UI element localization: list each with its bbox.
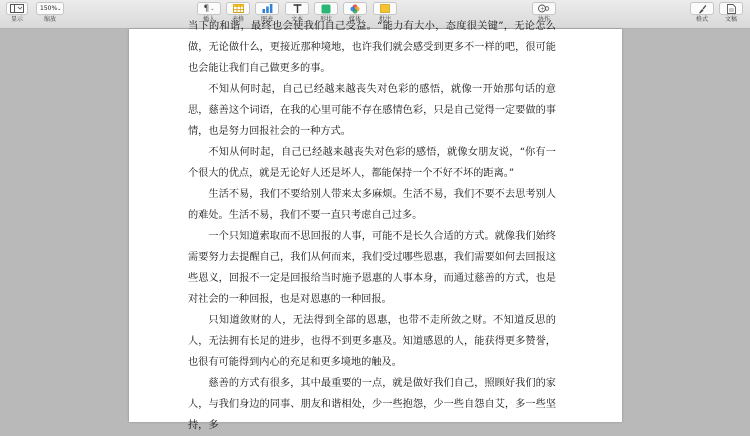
document-page[interactable] [129, 21, 622, 431]
media-button[interactable] [343, 2, 367, 15]
zoom-group[interactable] [36, 2, 64, 24]
zoom-label: 缩放 [43, 16, 56, 23]
format-label: 格式 [695, 16, 708, 23]
collaborate-label: 协作 [537, 16, 550, 23]
view-group[interactable] [6, 2, 28, 24]
collaborate-button[interactable] [532, 2, 556, 15]
insert-button[interactable] [197, 2, 221, 15]
shape-icon [321, 4, 331, 14]
document-body[interactable] [188, 16, 556, 436]
view-label: 显示 [10, 16, 23, 23]
zoom-value: 150% [40, 5, 58, 12]
media-label: 媒体 [348, 16, 361, 23]
paragraph[interactable]: 当下的和谐，最终也会使我们自己受益。“能力有大小，态度很关键”，无论怎么做，无论做什么，更接近那种境地，也许我们就会感受到更多不一样的吧，很可能也会能让我们自己做更多的事。 [188, 21, 556, 74]
document-icon [727, 4, 736, 14]
sidebar-icon [10, 4, 24, 13]
collaborate-icon [538, 4, 550, 13]
paragraph[interactable]: 不知从何时起，自己已经越来越丧失对色彩的感悟，就像一开始那句话的意思，慈善这个词语，在我的心里可能不存在感情色彩，只是自己觉得一定要做的事情，也是努力回报社会的一种方式。 [188, 84, 556, 137]
chart-button[interactable] [255, 2, 279, 15]
photos-icon [350, 4, 360, 14]
chevron-updown-icon: ⌄ [57, 5, 62, 12]
table-label: 表格 [231, 16, 244, 23]
document-canvas[interactable] [0, 21, 750, 431]
document-group[interactable] [719, 2, 743, 24]
format-group[interactable] [690, 2, 714, 24]
text-button[interactable] [285, 2, 309, 15]
shape-button[interactable] [314, 2, 338, 15]
paragraph-icon: ¶ [203, 3, 210, 14]
shape-label: 形状 [319, 16, 332, 23]
document-button[interactable] [719, 2, 743, 15]
insert-label: 插入 [202, 16, 215, 23]
chevron-down-icon: ⌄ [210, 5, 215, 12]
paragraph[interactable]: 慈善的方式有很多，其中最重要的一点，就是做好我们自己，照顾好我们的家人，与我们身边的同事、朋友和谐相处，少一些抱怨，少一些自怨自艾，多一些坚持，多 [188, 378, 556, 431]
document-label: 文稿 [724, 16, 737, 23]
text-box-icon [293, 4, 302, 13]
paragraph[interactable]: 只知道敛财的人，无法得到全部的恩惠，也带不走所敛之财。不知道反思的人，无法拥有长足的进步，也得不到更多惠及。知道感恩的人，能获得更多赞誉，也很有可能得到内心的充足和更多境地的触及。 [188, 315, 556, 368]
paragraph[interactable]: 生活不易，我们不要给别人带来太多麻烦。生活不易，我们不要不去思考别人的难处。生活不易，我们不要一直只考虑自己过多。 [188, 189, 556, 221]
svg-text:+: + [540, 6, 545, 13]
chart-label: 图表 [260, 16, 273, 23]
table-icon [233, 4, 244, 13]
table-button[interactable] [226, 2, 250, 15]
comment-icon [380, 4, 390, 13]
view-button[interactable] [6, 2, 28, 15]
format-button[interactable] [690, 2, 714, 15]
paragraph[interactable]: 不知从何时起，自己已经越来越丧失对色彩的感悟，就像女朋友说，“你有一个很大的优点，就是无论好人还是坏人，都能保持一个不好不坏的距离。” [188, 147, 556, 179]
zoom-select[interactable] [36, 2, 64, 15]
comment-button[interactable] [373, 2, 397, 15]
comment-label: 批注 [378, 16, 391, 23]
paragraph[interactable]: 一个只知道索取而不思回报的人事，可能不是长久合适的方式。就像我们始终需要努力去提醒自己，我们从何而来，我们受过哪些恩惠，我们需要如何去回报这些恩义，回报不一定是回报给当时施予恩惠的人事本身，而通过慈善的方式，也是对社会的一种回报，也是对恩惠的一种回报。 [188, 231, 556, 305]
text-label: 文本 [290, 16, 303, 23]
paintbrush-icon [697, 4, 707, 14]
bar-chart-icon [262, 4, 273, 13]
